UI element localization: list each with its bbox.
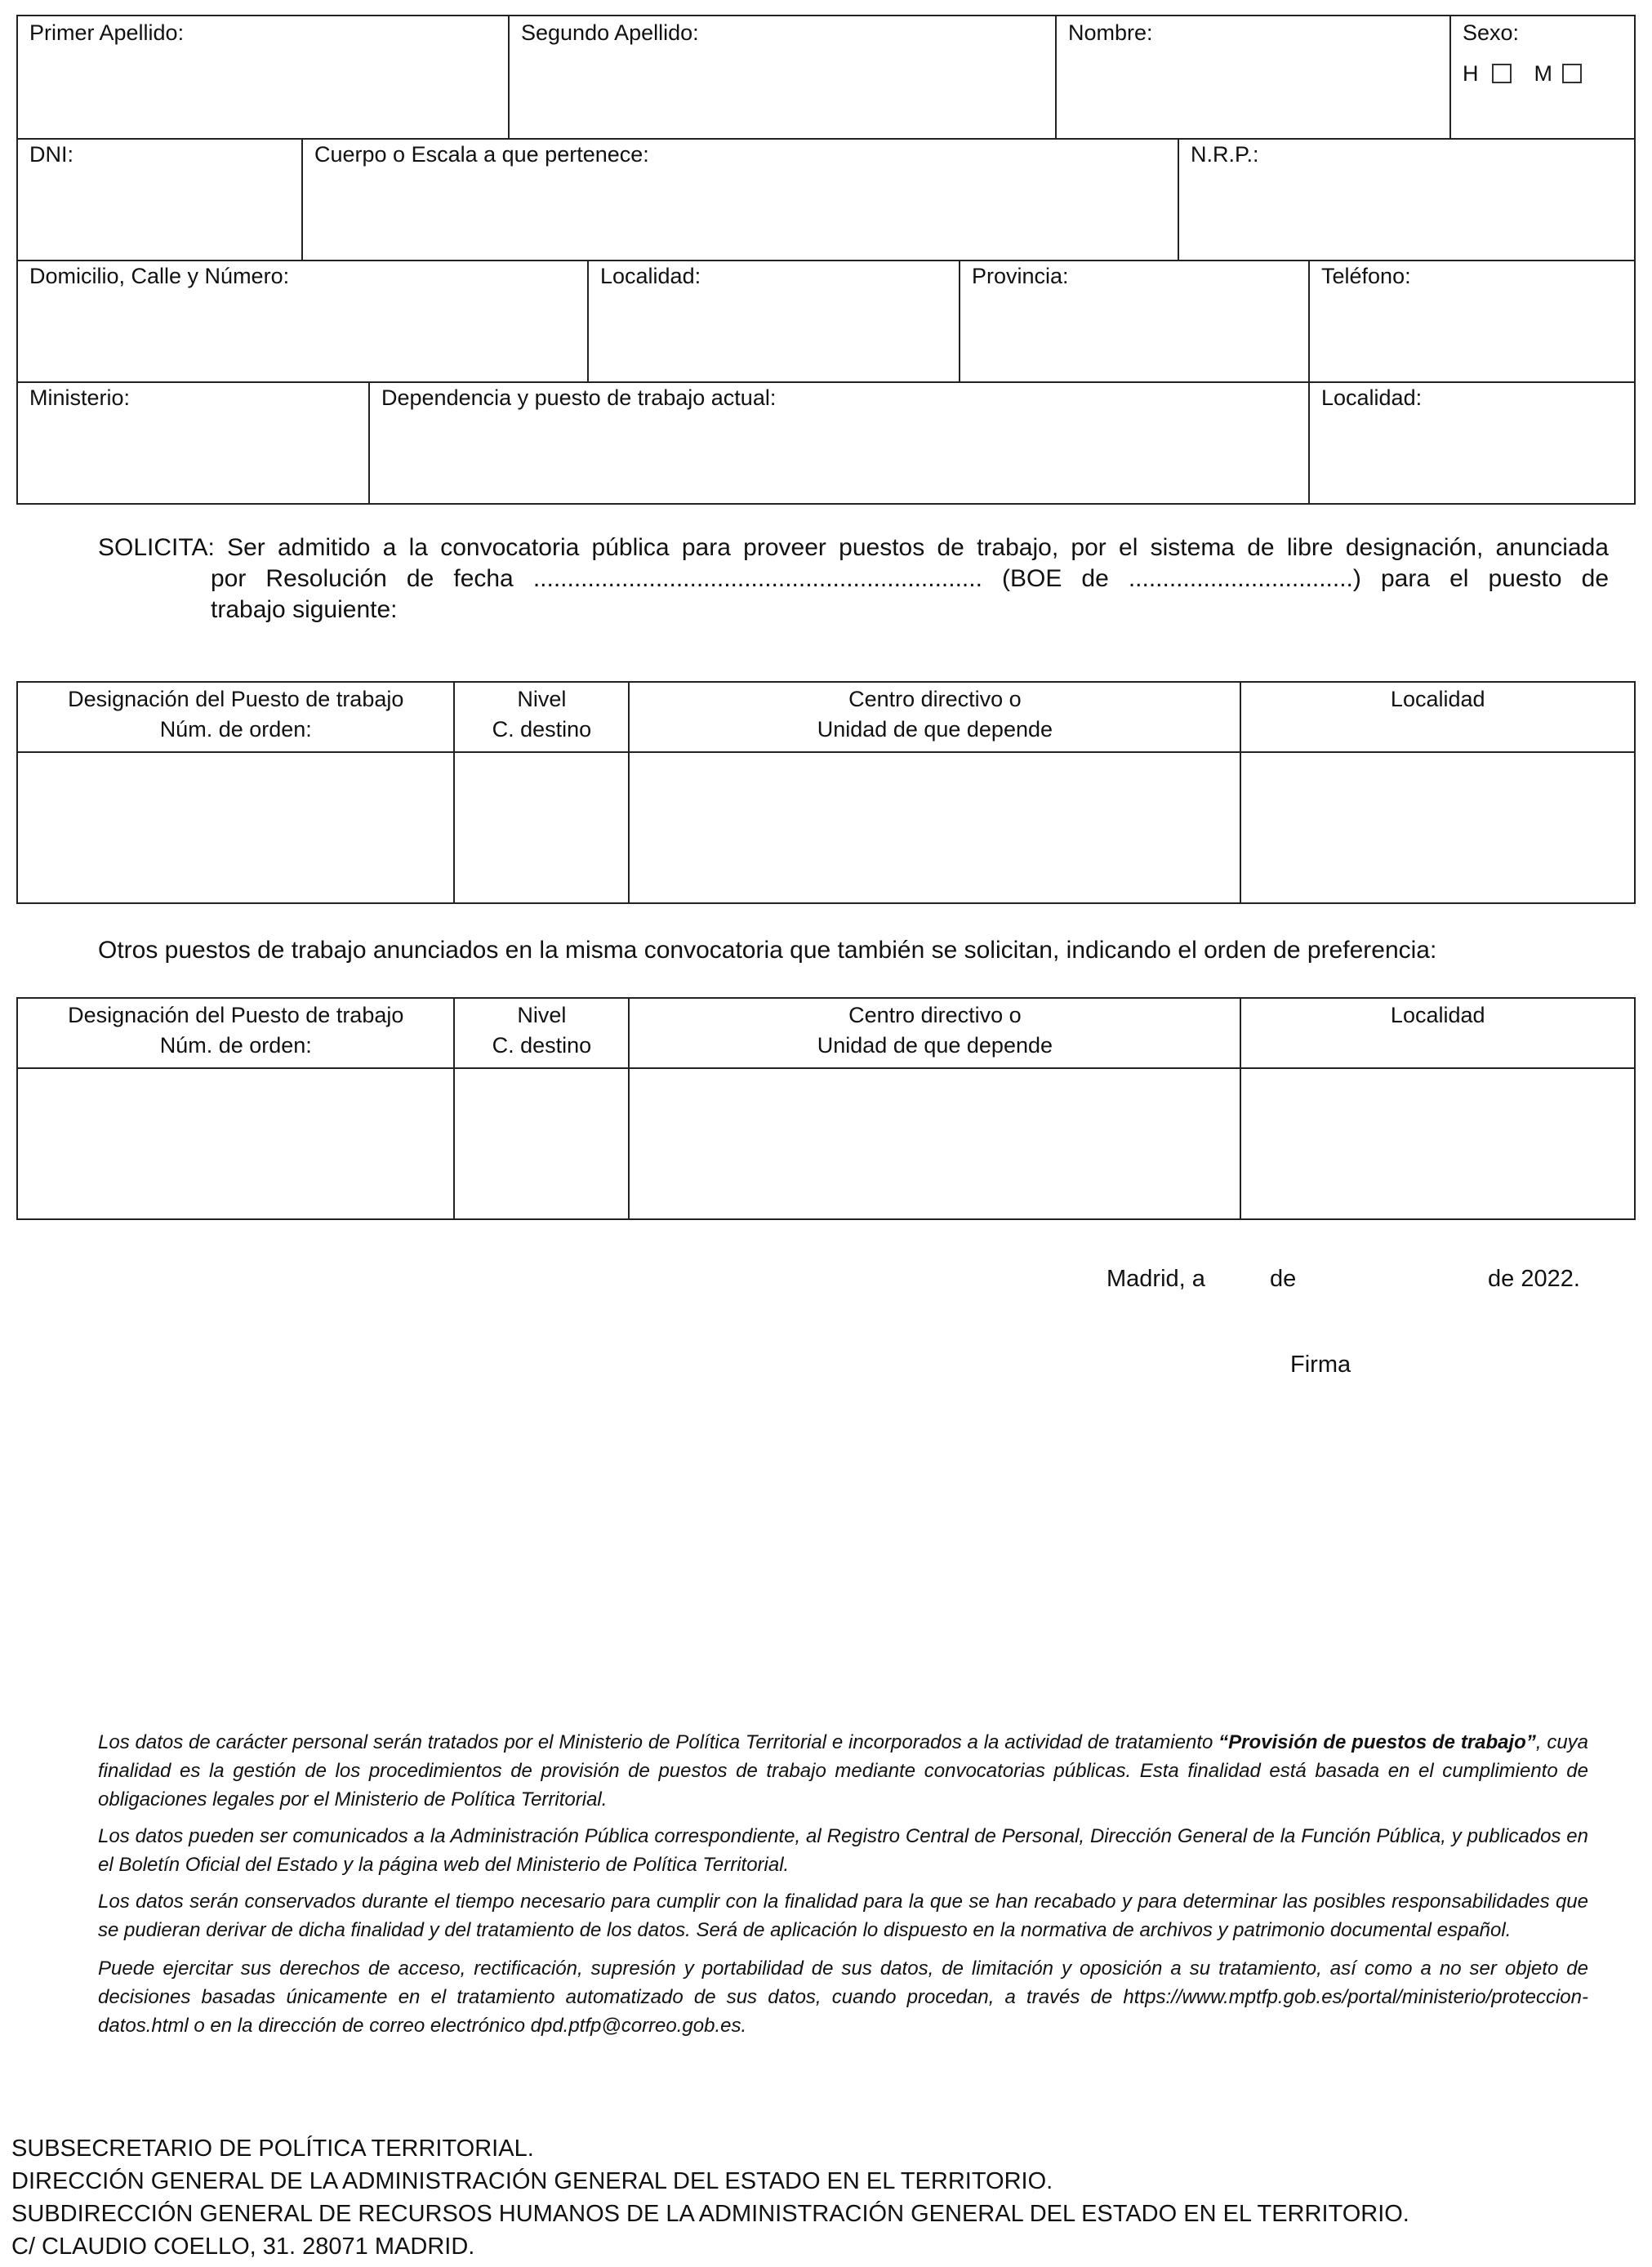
header-centro-line2: Unidad de que depende xyxy=(817,1033,1053,1058)
row-dni xyxy=(18,138,1634,261)
date-line xyxy=(1107,1264,1205,1294)
cell-dependencia[interactable] xyxy=(368,381,1308,503)
telefono-input[interactable] xyxy=(1321,337,1623,372)
cell-localidad-actual[interactable] xyxy=(1308,381,1634,503)
personal-data-grid xyxy=(16,15,1636,505)
sexo-label: Sexo: xyxy=(1463,20,1520,45)
nivel-cell[interactable] xyxy=(454,1068,629,1219)
org-line-2: DIRECCIÓN GENERAL DE LA ADMINISTRACIÓN GENERAL DEL ESTADO EN EL TERRITORIO. xyxy=(11,2168,1053,2194)
segundo-apellido-label: Segundo Apellido: xyxy=(521,20,699,45)
year-label: de 2022. xyxy=(1488,1266,1580,1292)
cuerpo-input[interactable] xyxy=(314,216,1166,250)
header-localidad-label: Localidad xyxy=(1390,687,1485,711)
nrp-input[interactable] xyxy=(1191,216,1623,250)
org-line-1: SUBSECRETARIO DE POLÍTICA TERRITORIAL. xyxy=(11,2136,534,2162)
dependencia-input[interactable] xyxy=(381,459,1297,493)
localidad-label: Localidad: xyxy=(600,264,701,288)
header-designacion xyxy=(17,998,454,1068)
cell-localidad[interactable] xyxy=(587,260,959,381)
dni-label: DNI: xyxy=(29,142,73,167)
otros-puestos-text: Otros puestos de trabajo anunciados en la misma convocatoria que también se solicitan, indicando el orden de preferencia: xyxy=(98,937,1437,964)
cell-nrp[interactable] xyxy=(1178,138,1634,260)
sexo-m-checkbox[interactable] xyxy=(1562,64,1582,83)
solicita-line-1: SOLICITA: Ser admitido a la convocatoria pública para proveer puestos de trabajo, por el sistema de libre designación, anunciada xyxy=(98,534,1609,561)
header-centro-line2: Unidad de que depende xyxy=(817,717,1053,742)
table-row xyxy=(17,1068,1635,1219)
madrid-label: Madrid, a xyxy=(1107,1266,1205,1292)
row-ministerio xyxy=(18,381,1634,503)
cell-provincia[interactable] xyxy=(959,260,1308,381)
provincia-label: Provincia: xyxy=(972,264,1069,288)
de-label-1: de xyxy=(1270,1266,1297,1292)
cell-nombre[interactable] xyxy=(1055,16,1449,138)
cell-primer-apellido[interactable] xyxy=(18,16,508,138)
sexo-m-label: M xyxy=(1534,61,1552,86)
header-localidad-label: Localidad xyxy=(1390,1003,1485,1027)
header-localidad xyxy=(1240,682,1635,752)
nrp-label: N.R.P.: xyxy=(1191,142,1259,167)
header-designacion-line1: Designación del Puesto de trabajo xyxy=(68,1003,404,1027)
provincia-input[interactable] xyxy=(972,337,1297,372)
org-line-3: SUBDIRECCIÓN GENERAL DE RECURSOS HUMANOS DE LA ADMINISTRACIÓN GENERAL DEL ESTADO EN EL TERRITORIO. xyxy=(11,2201,1409,2227)
localidad-input[interactable] xyxy=(600,337,947,372)
centro-cell[interactable] xyxy=(629,1068,1240,1219)
domicilio-input[interactable] xyxy=(29,337,576,372)
header-centro xyxy=(629,682,1240,752)
localidad-cell[interactable] xyxy=(1240,1068,1635,1219)
cell-cuerpo[interactable] xyxy=(301,138,1178,260)
telefono-label: Teléfono: xyxy=(1321,264,1411,288)
nivel-cell[interactable] xyxy=(454,752,629,903)
header-designacion-line1: Designación del Puesto de trabajo xyxy=(68,687,404,711)
ministerio-input[interactable] xyxy=(29,459,357,493)
otros-table-header xyxy=(17,998,1635,1068)
dependencia-label: Dependencia y puesto de trabajo actual: xyxy=(381,385,777,410)
privacy-paragraph-4: Puede ejercitar sus derechos de acceso, rectificación, supresión y portabilidad de sus datos, de limitación y oposición a su tratamiento, así como a no ser objeto de decisiones basadas únicamente en el tratamiento automatizado de sus datos, cuando procedan, a través de https://www.mptfp.gob.es/portal/ministerio/proteccion-datos.html o en la dirección de correo electrónico dpd.ptfp@correo.gob.es. xyxy=(98,1957,1588,2037)
puesto-table-header xyxy=(17,682,1635,752)
header-nivel xyxy=(454,682,629,752)
domicilio-label: Domicilio, Calle y Número: xyxy=(29,264,290,288)
privacy-paragraph-3: Los datos serán conservados durante el tiempo necesario para cumplir con la finalidad para la que se han recabado y para determinar las posibles responsabilidades que se pudieran derivar de dicha finalidad y del tratamiento de los datos. Será de aplicación lo dispuesto en la normativa de archivos y patrimonio documental español. xyxy=(98,1891,1588,1941)
ministerio-label: Ministerio: xyxy=(29,385,131,410)
header-centro-line1: Centro directivo o xyxy=(848,687,1022,711)
localidad-cell[interactable] xyxy=(1240,752,1635,903)
header-nivel-line1: Nivel xyxy=(517,1003,567,1027)
cell-sexo xyxy=(1449,16,1634,138)
privacy-text-1a: Los datos de carácter personal serán tratados por el Ministerio de Política Territorial e incorporados a la actividad de tratamiento xyxy=(98,1731,1219,1753)
cell-dni[interactable] xyxy=(18,138,301,260)
header-localidad xyxy=(1240,998,1635,1068)
header-nivel-line2: C. destino xyxy=(492,1033,592,1058)
org-line-4: C/ CLAUDIO COELLO, 31. 28071 MADRID. xyxy=(11,2234,475,2260)
header-nivel-line1: Nivel xyxy=(517,687,567,711)
puesto-table xyxy=(16,681,1636,904)
cell-telefono[interactable] xyxy=(1308,260,1634,381)
primer-apellido-label: Primer Apellido: xyxy=(29,20,185,45)
centro-cell[interactable] xyxy=(629,752,1240,903)
solicita-line-2: por Resolución de fecha .................................................................. (BOE de .................................) para el puesto de xyxy=(211,565,1609,592)
firma-label: Firma xyxy=(1290,1352,1351,1378)
segundo-apellido-input[interactable] xyxy=(521,94,1044,128)
designacion-cell[interactable] xyxy=(17,752,454,903)
privacy-paragraph-2: Los datos pueden ser comunicados a la Administración Pública correspondiente, al Registro Central de Personal, Dirección General de la Función Pública, y publicados en el Boletín Oficial del Estado y la página web del Ministerio de Política Territorial. xyxy=(98,1825,1588,1876)
cuerpo-label: Cuerpo o Escala a que pertenece: xyxy=(314,142,649,167)
header-nivel-line2: C. destino xyxy=(492,717,592,742)
header-designacion xyxy=(17,682,454,752)
row-domicilio xyxy=(18,260,1634,383)
dni-input[interactable] xyxy=(29,216,290,250)
privacy-activity-name: “Provisión de puestos de trabajo” xyxy=(1218,1731,1536,1753)
otros-puestos-table xyxy=(16,997,1636,1220)
nombre-label: Nombre: xyxy=(1068,20,1153,45)
header-centro-line1: Centro directivo o xyxy=(848,1003,1022,1027)
table-row xyxy=(17,752,1635,903)
primer-apellido-input[interactable] xyxy=(29,94,496,128)
cell-ministerio[interactable] xyxy=(18,381,368,503)
localidad-actual-input[interactable] xyxy=(1321,459,1623,493)
solicita-paragraph xyxy=(98,532,1609,626)
cell-domicilio[interactable] xyxy=(18,260,587,381)
cell-segundo-apellido[interactable] xyxy=(508,16,1055,138)
header-designacion-line2: Núm. de orden: xyxy=(159,1033,312,1058)
privacy-text-1c: , cuya finalidad es la gestión de los procedimientos de provisión de puestos de trabajo mediante convocatorias públicas. Esta finalidad está basada en el cumplimiento de obligaciones legales por el Ministerio de Política Territorial. xyxy=(98,1731,1589,1810)
header-centro xyxy=(629,998,1240,1068)
sexo-h-checkbox[interactable] xyxy=(1492,64,1512,83)
localidad-actual-label: Localidad: xyxy=(1321,385,1423,410)
designacion-cell[interactable] xyxy=(17,1068,454,1219)
sexo-options xyxy=(1463,60,1623,87)
nombre-input[interactable] xyxy=(1068,94,1438,128)
sexo-h-label: H xyxy=(1463,61,1479,86)
solicita-line-3: trabajo siguiente: xyxy=(211,596,398,623)
header-designacion-line2: Núm. de orden: xyxy=(159,717,312,742)
privacy-paragraph-1 xyxy=(98,1728,1588,1814)
header-nivel xyxy=(454,998,629,1068)
row-names xyxy=(18,16,1634,140)
